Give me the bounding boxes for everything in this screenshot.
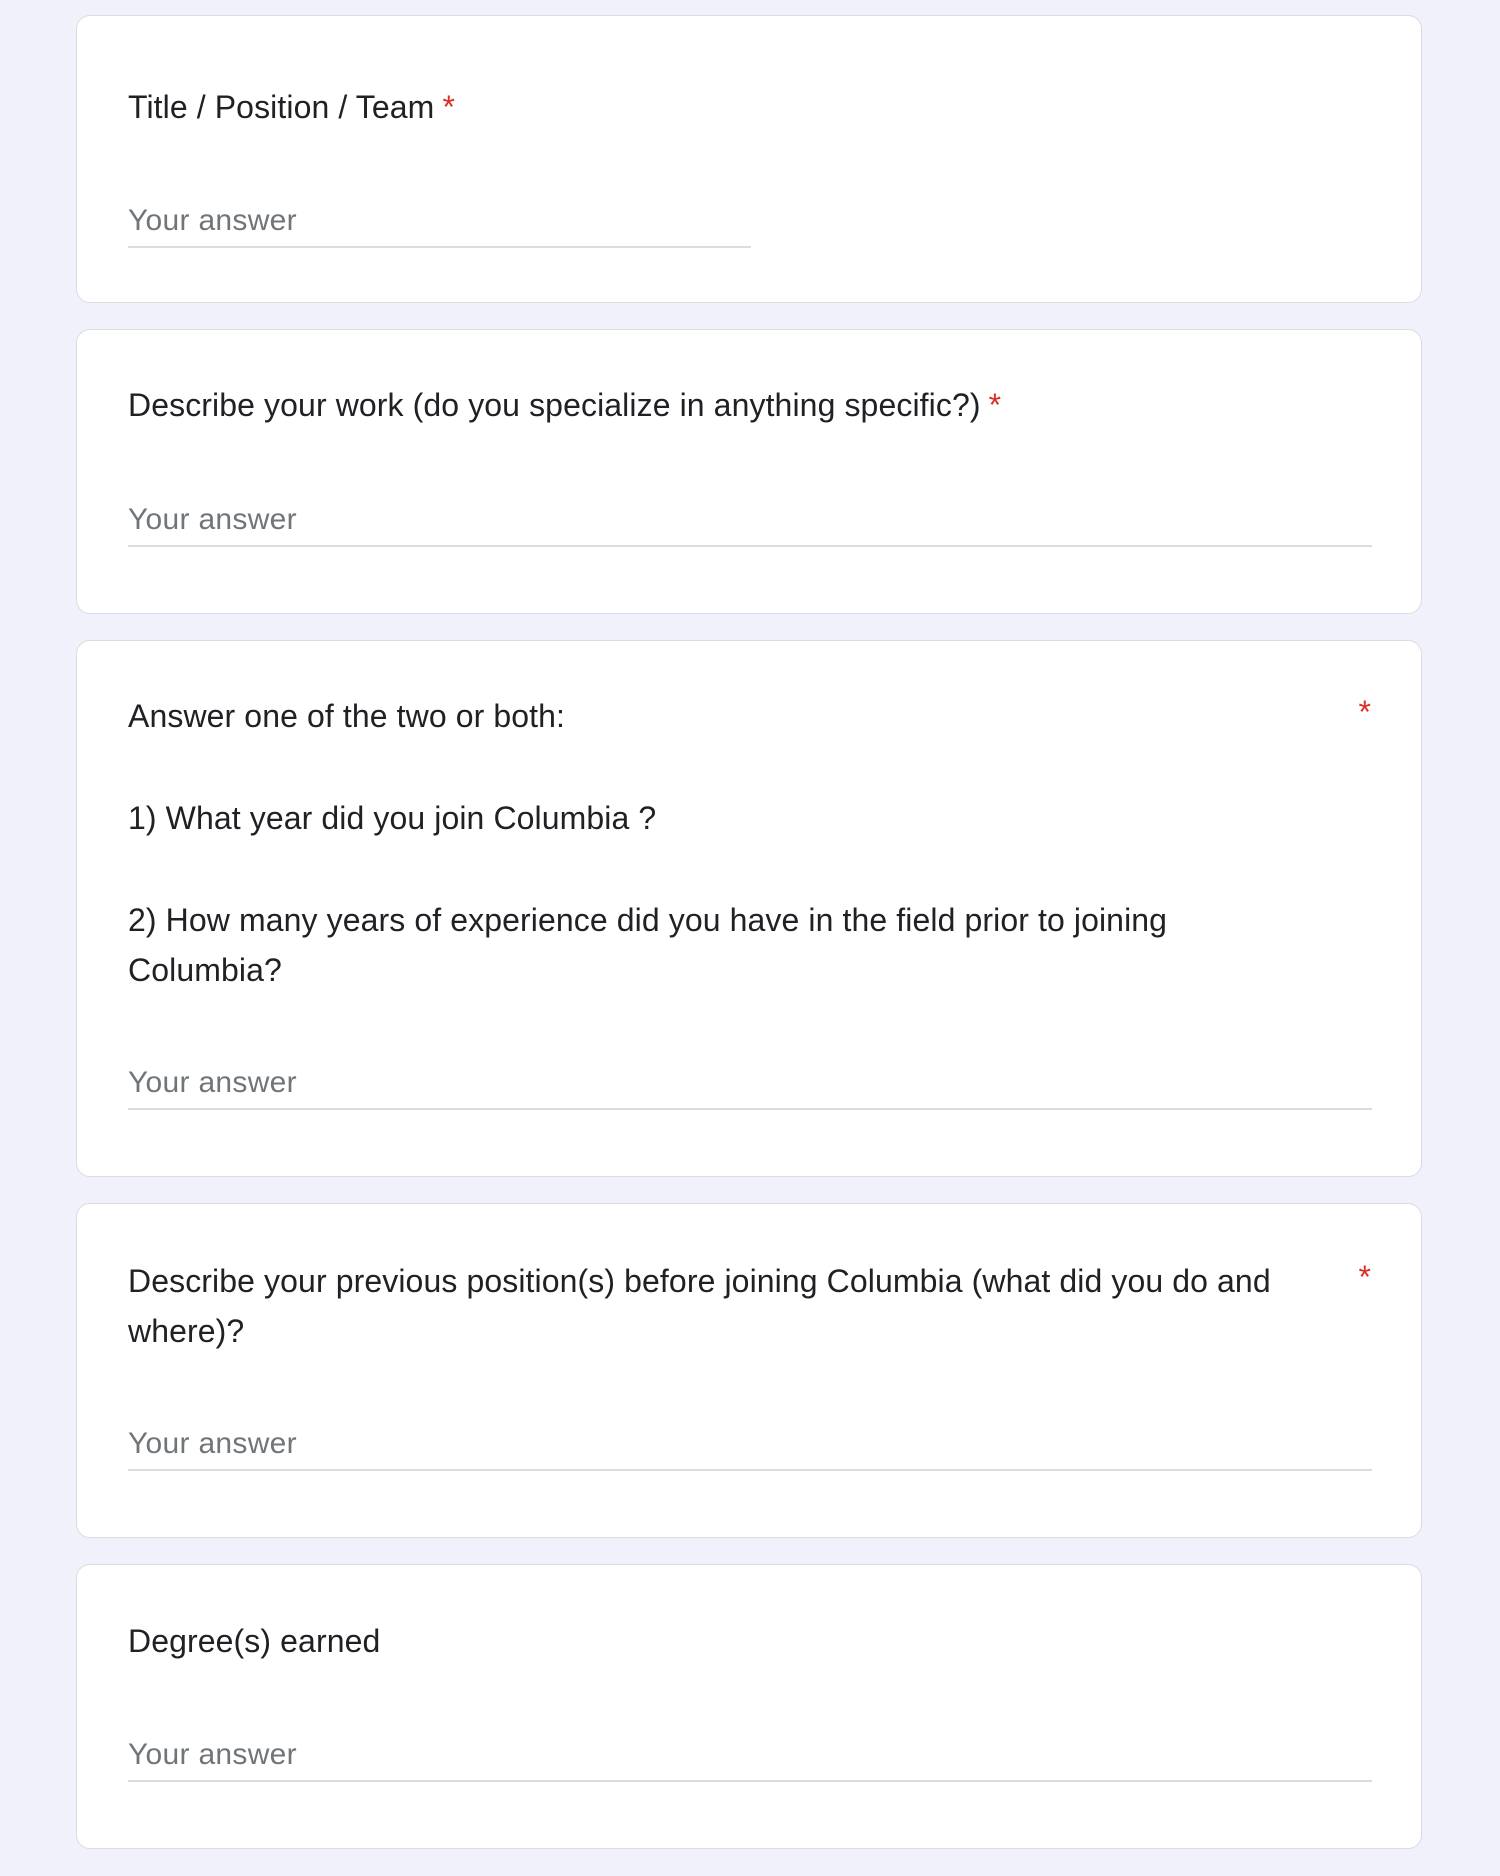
question-title <box>128 691 1321 995</box>
required-asterisk: * <box>442 89 455 125</box>
title-position-team-input[interactable] <box>128 196 751 248</box>
required-asterisk: * <box>988 387 1002 423</box>
question-card-degrees-earned <box>76 1564 1422 1849</box>
question-title <box>128 82 455 132</box>
question-title <box>128 380 1001 430</box>
previous-positions-input[interactable] <box>128 1419 1372 1471</box>
question-card-describe-work <box>76 329 1422 614</box>
question-part-1-text: 1) What year did you join Columbia ? <box>128 800 657 836</box>
question-part-2-text: 2) How many years of experience did you have in the field prior to joining Columbia? <box>128 902 1168 988</box>
question-intro-text: Answer one of the two or both: <box>128 698 566 734</box>
question-title-text: Describe your previous position(s) before joining Columbia (what did you do and where)? <box>128 1263 1271 1349</box>
question-card-title-position-team <box>76 15 1422 303</box>
required-asterisk: * <box>1358 1259 1371 1295</box>
question-title <box>128 1616 380 1666</box>
question-title-text: Describe your work (do you specialize in anything specific?) <box>128 387 981 423</box>
question-title <box>128 1256 1321 1356</box>
join-year-experience-input[interactable] <box>128 1058 1372 1110</box>
describe-work-input[interactable] <box>128 495 1372 547</box>
question-card-previous-positions <box>76 1203 1422 1538</box>
required-asterisk: * <box>1358 694 1371 730</box>
question-title-text: Title / Position / Team <box>128 89 435 125</box>
degrees-earned-input[interactable] <box>128 1730 1372 1782</box>
question-card-join-year-experience <box>76 640 1422 1177</box>
question-title-text: Degree(s) earned <box>128 1623 381 1659</box>
